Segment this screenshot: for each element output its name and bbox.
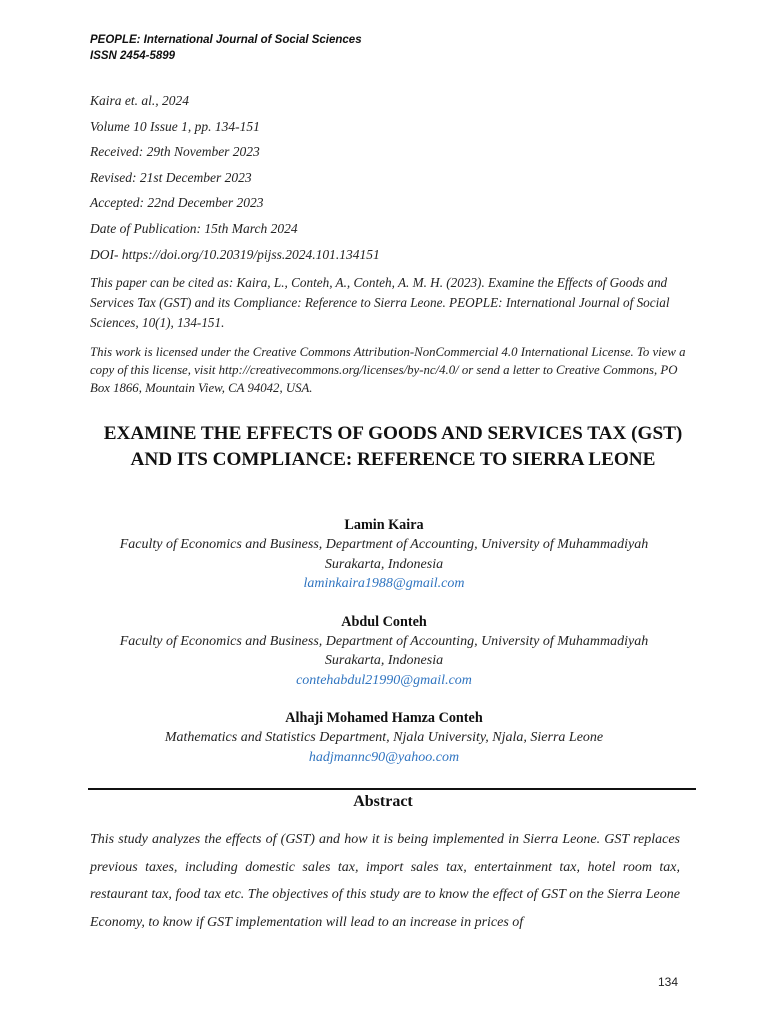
citation-prefix: This paper can be cited as: Kaira, L., Conteh, A., Conteh, A. M. H. (2023).	[90, 275, 489, 290]
paper-title: EXAMINE THE EFFECTS OF GOODS AND SERVICES TAX (GST) AND ITS COMPLIANCE: REFERENCE TO SIERRA LEONE	[103, 423, 683, 470]
author-email[interactable]: hadjmannc90@yahoo.com	[308, 749, 460, 765]
author-list	[90, 515, 678, 785]
meta-volume: Volume 10 Issue 1, pp. 134-151	[90, 118, 260, 134]
author-affiliation: Faculty of Economics and Business, Department of Accounting, University of Muhammadiyah Surakarta, Indonesia	[119, 633, 649, 668]
meta-published: Date of Publication: 15th March 2024	[90, 220, 298, 236]
meta-revised: Revised: 21st December 2023	[90, 169, 252, 185]
citation-suffix: . PEOPLE: International Journal of Social Sciences, 10(1), 134-151.	[90, 295, 670, 330]
citation	[90, 273, 690, 333]
page-number: 134	[657, 975, 678, 989]
abstract-heading: Abstract	[353, 793, 413, 810]
author-name: Lamin Kaira	[344, 517, 424, 533]
author-block	[90, 612, 678, 691]
author-email[interactable]: contehabdul21990@gmail.com	[296, 672, 472, 688]
abstract-text: This study analyzes the effects of (GST) and how it is being implemented in Sierra Leone. GST replaces previous taxes, including domestic sales tax, import sales tax, entertainment tax, hotel room tax, restaurant tax, food tax etc. The objectives of this study are to know the effect of GST on the Sierra Leone Economy, to know if GST implementation will lead to an increase in prices of	[90, 832, 680, 930]
author-affiliation: Faculty of Economics and Business, Department of Accounting, University of Muhammadiyah Surakarta, Indonesia	[119, 537, 649, 572]
citation-title: Examine the Effects of Goods and Services Tax (GST) and its Compliance: Reference to Sierra Leone	[90, 275, 668, 310]
author-name: Alhaji Mohamed Hamza Conteh	[285, 710, 483, 726]
author-block	[90, 515, 678, 594]
journal-name: PEOPLE: International Journal of Social Sciences	[90, 34, 362, 46]
journal-header	[90, 32, 362, 64]
meta-authors-year: Kaira et. al., 2024	[90, 93, 190, 108]
meta-doi[interactable]: DOI- https://doi.org/10.20319/pijss.2024.101.134151	[90, 246, 380, 262]
meta-received: Received: 29th November 2023	[90, 144, 260, 160]
author-name: Abdul Conteh	[341, 613, 427, 630]
author-email[interactable]: laminkaira1988@gmail.com	[303, 576, 465, 591]
journal-issn: ISSN 2454-5899	[90, 50, 176, 62]
author-affiliation: Mathematics and Statistics Department, Njala University, Njala, Sierra Leone	[164, 730, 604, 745]
publication-metadata	[90, 91, 690, 270]
section-divider	[88, 788, 696, 790]
meta-accepted: Accepted: 22nd December 2023	[90, 195, 264, 211]
license-notice: This work is licensed under the Creative Commons Attribution-NonCommercial 4.0 International License. To view a copy of this license, visit http://creativecommons.org/licenses/by-nc/4.0/ or send a letter to Creative Commons, PO Box 1866, Mountain View, CA 94042, USA.	[90, 345, 686, 395]
author-block	[90, 708, 678, 767]
